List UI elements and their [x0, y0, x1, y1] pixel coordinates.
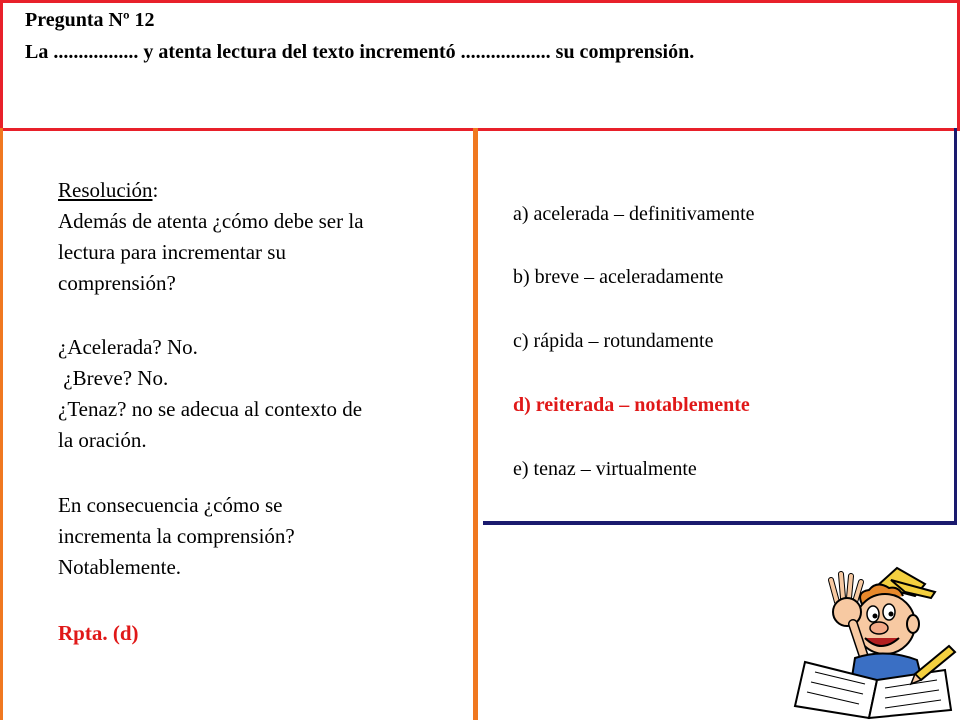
resolution-line: lectura para incrementar su [58, 240, 286, 264]
resolution-line: incrementa la comprensión? [58, 524, 295, 548]
resolution-line: En consecuencia ¿cómo se [58, 493, 283, 517]
resolution-line: ¿Tenaz? no se adecua al contexto de [58, 397, 363, 421]
resolution-line: la oración. [58, 428, 147, 452]
option-c: c) rápida – rotundamente [513, 330, 714, 352]
resolution-line: ¿Breve? No. [58, 366, 169, 390]
resolution-line: comprensión? [58, 271, 176, 295]
resolution-heading: Resolución: [58, 178, 159, 202]
resolution-line: ¿Acelerada? No. [58, 335, 198, 359]
option-d-correct: d) reiterada – notablemente [513, 394, 750, 416]
answer-label: Rpta. (d) [58, 621, 139, 645]
question-number: Pregunta Nº 12 [25, 9, 155, 31]
question-box [0, 0, 960, 131]
option-b: b) breve – aceleradamente [513, 266, 724, 288]
resolution-line: Notablemente. [58, 555, 182, 579]
resolution-line: Además de atenta ¿cómo debe ser la [58, 209, 364, 233]
student-cartoon-icon [785, 562, 960, 720]
question-text: La ................. y atenta lectura del texto incrementó .................. su comprensión. [25, 41, 695, 63]
option-a: a) acelerada – definitivamente [513, 203, 755, 225]
option-e: e) tenaz – virtualmente [513, 458, 697, 480]
